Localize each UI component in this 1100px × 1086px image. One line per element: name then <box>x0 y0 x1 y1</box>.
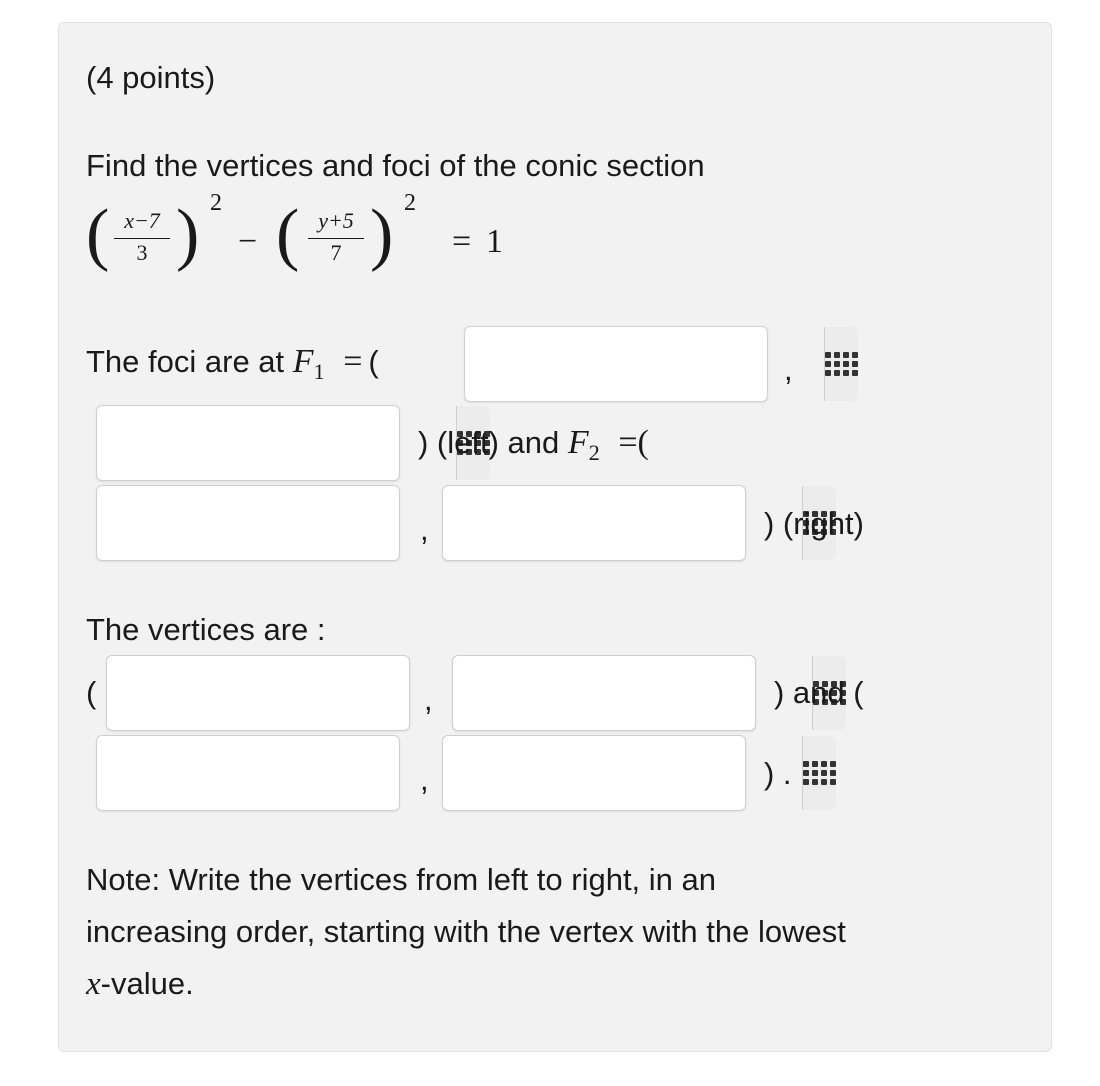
keypad-button[interactable] <box>802 736 836 810</box>
f2-y-answer <box>442 485 746 561</box>
vertices-heading: The vertices are : <box>86 612 326 647</box>
v1-y-answer <box>452 655 756 731</box>
f1-left-label: ) (left) and $F_2$ =( <box>418 424 649 466</box>
open-paren: ( <box>86 675 97 710</box>
v2-y-answer <box>442 735 746 811</box>
v2-x-input[interactable] <box>97 736 456 810</box>
points-label: (4 points) <box>86 60 216 95</box>
v1-x-answer <box>106 655 410 731</box>
problem-prompt: Find the vertices and foci of the conic section <box>86 148 705 183</box>
f1-y-answer <box>96 405 400 481</box>
f2-y-input[interactable] <box>443 486 802 560</box>
note-line-1: Note: Write the vertices from left to right, in an <box>86 862 717 897</box>
f1-y-input[interactable] <box>97 406 456 480</box>
and-label: ) and ( <box>774 675 864 710</box>
keypad-grid-icon <box>825 352 858 376</box>
end-label: ) . <box>764 756 792 791</box>
comma-separator: , <box>420 762 429 797</box>
f1-x-answer <box>464 326 768 402</box>
note-line-3: x-value. <box>86 966 194 1002</box>
note-line-2: increasing order, starting with the vertex with the lowest <box>86 914 846 949</box>
comma-separator: , <box>784 352 793 387</box>
v2-y-input[interactable] <box>443 736 802 810</box>
right-label: ) (right) <box>764 506 864 541</box>
keypad-grid-icon <box>803 761 836 785</box>
foci-intro: The foci are at $F_1$ = ( <box>86 343 379 385</box>
v1-x-input[interactable] <box>107 656 466 730</box>
keypad-button[interactable] <box>824 327 858 401</box>
comma-separator: , <box>424 682 433 717</box>
f2-x-answer <box>96 485 400 561</box>
v2-x-answer <box>96 735 400 811</box>
f1-x-input[interactable] <box>465 327 824 401</box>
comma-separator: , <box>420 512 429 547</box>
v1-y-input[interactable] <box>453 656 812 730</box>
f2-x-input[interactable] <box>97 486 456 560</box>
